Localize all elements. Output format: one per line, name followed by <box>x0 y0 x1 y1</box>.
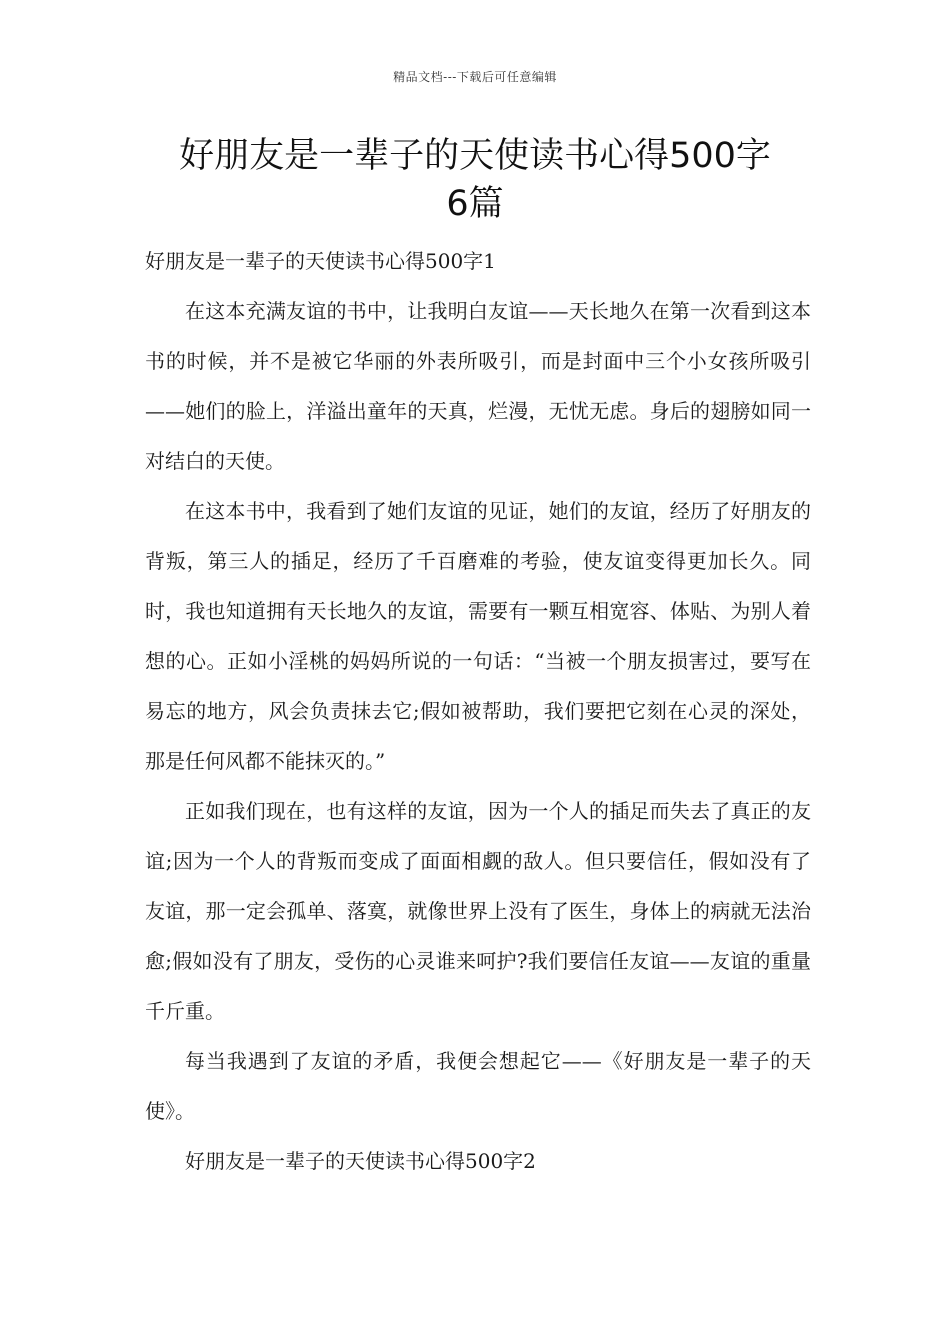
paragraph-1: 在这本充满友谊的书中，让我明白友谊——天长地久在第一次看到这本书的时候，并不是被它华丽的外表所吸引，而是封面中三个小女孩所吸引——她们的脸上，洋溢出童年的天真，烂漫，无忧无虑。身后的翅膀如同一对结白的天使。 <box>145 299 811 473</box>
header-note: 精品文档---下载后可任意编辑 <box>393 70 557 84</box>
section-2-heading: 好朋友是一辈子的天使读书心得500字2 <box>185 1149 536 1173</box>
section-1-heading: 好朋友是一辈子的天使读书心得500字1 <box>145 249 496 273</box>
title-line-1: 好朋友是一辈子的天使读书心得500字 <box>179 136 771 176</box>
paragraph-3: 正如我们现在，也有这样的友谊，因为一个人的插足而失去了真正的友谊;因为一个人的背叛而变成了面面相觑的敌人。但只要信任，假如没有了友谊，那一定会孤单、落寞，就像世界上没有了医生，身体上的病就无法治愈;假如没有了朋友，受伤的心灵谁来呵护?我们要信任友谊——友谊的重量千斤重。 <box>145 799 811 1023</box>
document-title <box>120 132 830 228</box>
paragraph-4: 每当我遇到了友谊的矛盾，我便会想起它——《好朋友是一辈子的天使》。 <box>145 1049 811 1123</box>
title-line-2: 6篇 <box>446 184 504 224</box>
document-body <box>145 236 811 1186</box>
paragraph-2: 在这本书中，我看到了她们友谊的见证，她们的友谊，经历了好朋友的背叛，第三人的插足，经历了千百磨难的考验，使友谊变得更加长久。同时，我也知道拥有天长地久的友谊，需要有一颗互相宽容、体贴、为别人着想的心。正如小淫桃的妈妈所说的一句话：“当被一个朋友损害过，要写在易忘的地方，风会负责抹去它;假如被帮助，我们要把它刻在心灵的深处，那是任何风都不能抹灭的。” <box>145 499 811 773</box>
